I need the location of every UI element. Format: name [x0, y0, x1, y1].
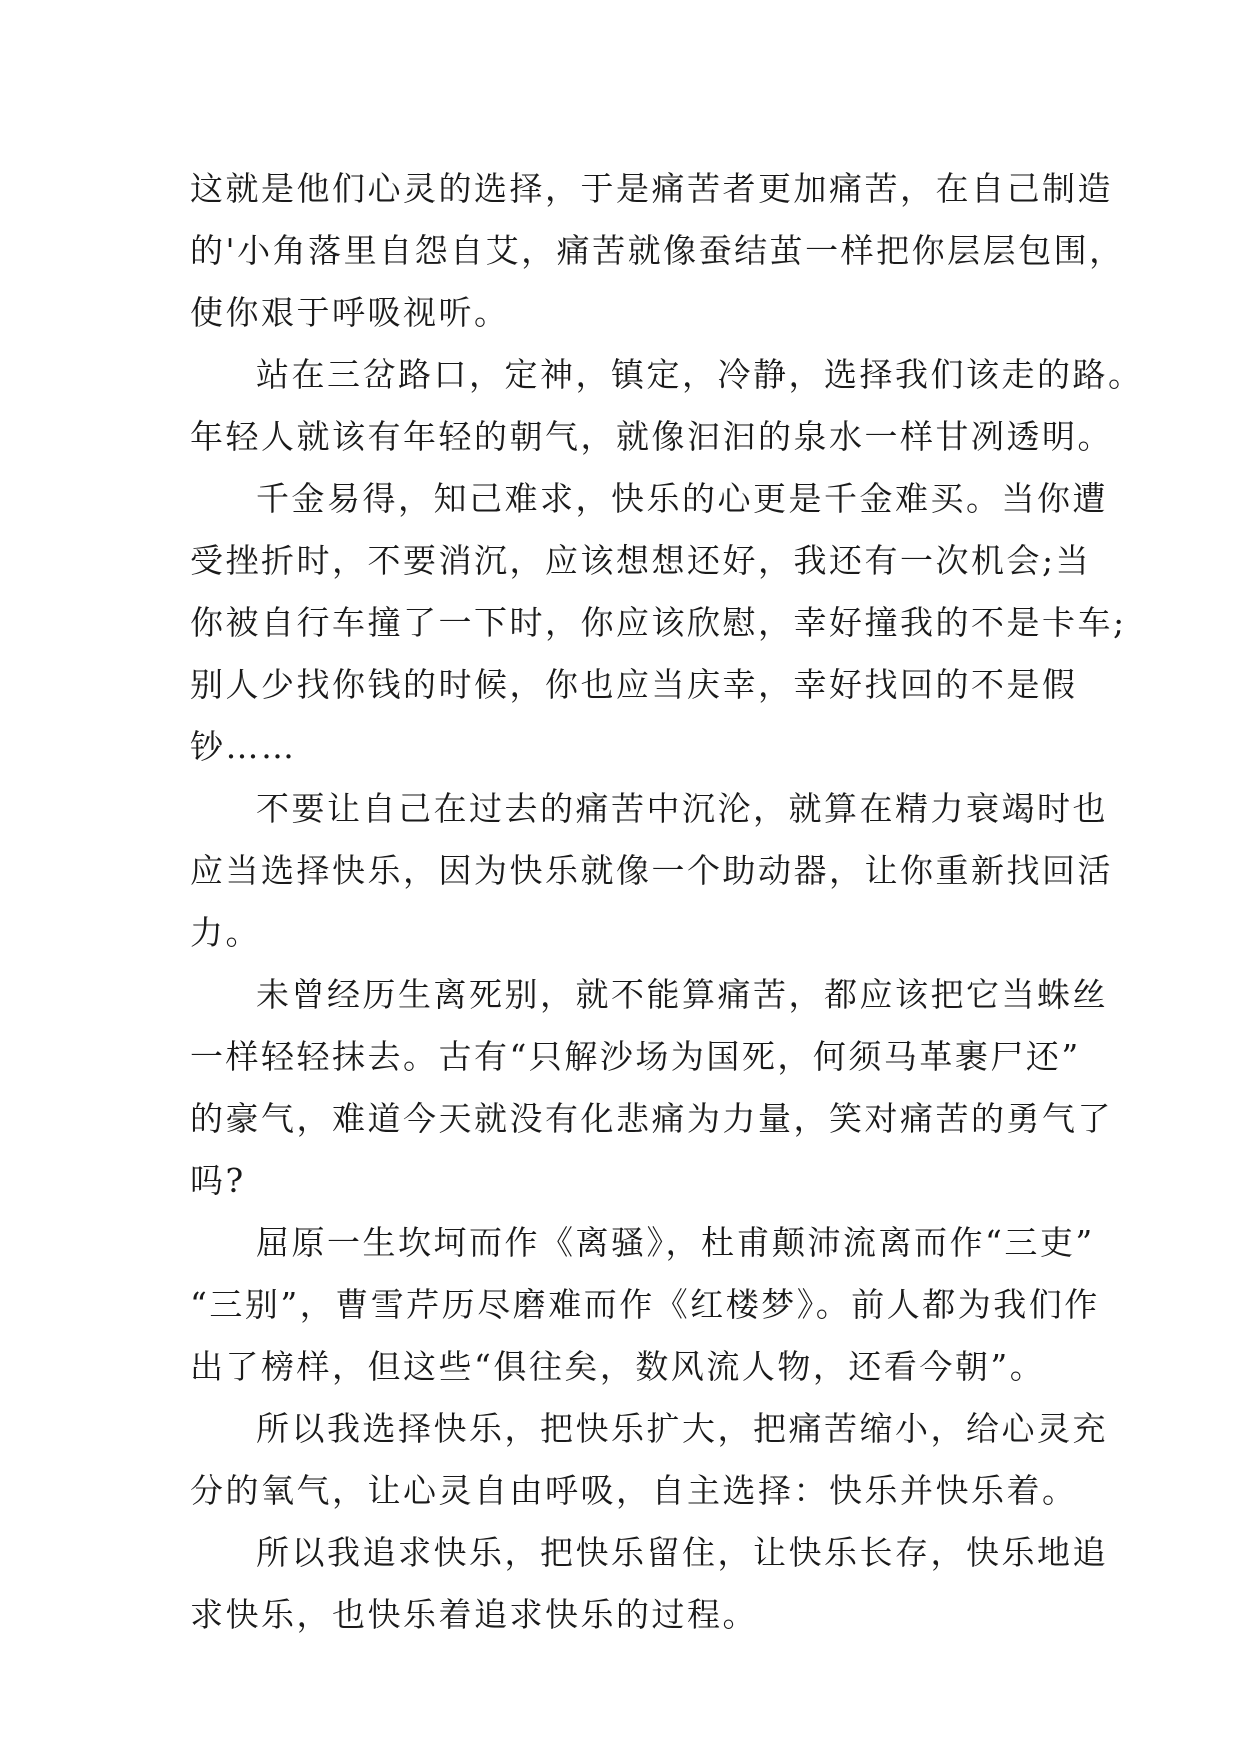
paragraph-6 — [190, 1212, 1100, 1398]
text-line: 所以我追求快乐，把快乐留住，让快乐长存，快乐地追 — [256, 1533, 1108, 1572]
essay-body — [190, 158, 1144, 1646]
text-line: 别人少找你钱的时候，你也应当庆幸，幸好找回的不是假 — [190, 665, 1078, 704]
paragraph-5 — [190, 964, 1113, 1212]
text-line: 所以我选择快乐，把快乐扩大，把痛苦缩小，给心灵充 — [256, 1409, 1108, 1448]
text-line: 千金易得，知己难求，快乐的心更是千金难买。当你遭 — [256, 479, 1108, 518]
text-line: 力。 — [190, 913, 261, 952]
text-line: 一样轻轻抹去。古有“只解沙场为国死，何须马革裹尸还” — [190, 1037, 1081, 1076]
text-line: 吗? — [190, 1161, 246, 1200]
text-line: 这就是他们心灵的选择，于是痛苦者更加痛苦，在自己制造 — [190, 169, 1113, 208]
text-line: 不要让自己在过去的痛苦中沉沦，就算在精力衰竭时也 — [256, 789, 1108, 828]
paragraph-3 — [190, 468, 1127, 778]
paragraph-7 — [190, 1398, 1108, 1522]
text-line: 的豪气，难道今天就没有化悲痛为力量，笑对痛苦的勇气了 — [190, 1099, 1113, 1138]
paragraph-1 — [190, 158, 1125, 344]
text-line: 你被自行车撞了一下时，你应该欣慰，幸好撞我的不是卡车; — [190, 603, 1127, 642]
text-line: 出了榜样，但这些“俱往矣，数风流人物，还看今朝”。 — [190, 1347, 1046, 1386]
text-line: 应当选择快乐，因为快乐就像一个助动器，让你重新找回活 — [190, 851, 1113, 890]
text-line: 屈原一生坎坷而作《离骚》，杜甫颠沛流离而作“三吏” — [256, 1223, 1095, 1262]
text-line: “三别”，曹雪芹历尽磨难而作《红楼梦》。前人都为我们作 — [190, 1285, 1100, 1324]
paragraph-2 — [190, 344, 1144, 468]
paragraph-8 — [190, 1522, 1108, 1646]
paragraph-4 — [190, 778, 1113, 964]
text-line: 年轻人就该有年轻的朝气，就像汩汩的泉水一样甘冽透明。 — [190, 417, 1113, 456]
text-line: 站在三岔路口，定神，镇定，冷静，选择我们该走的路。 — [256, 355, 1144, 394]
text-line: 未曾经历生离死别，就不能算痛苦，都应该把它当蛛丝 — [256, 975, 1108, 1014]
text-line: 的'小角落里自怨自艾，痛苦就像蚕结茧一样把你层层包围， — [190, 231, 1125, 270]
text-line: 使你艰于呼吸视听。 — [190, 293, 510, 332]
text-line: 求快乐，也快乐着追求快乐的过程。 — [190, 1595, 758, 1634]
text-line: 受挫折时，不要消沉，应该想想还好，我还有一次机会;当 — [190, 541, 1092, 580]
text-line: 分的氧气，让心灵自由呼吸，自主选择：快乐并快乐着。 — [190, 1471, 1078, 1510]
text-line: 钞…… — [190, 727, 297, 766]
